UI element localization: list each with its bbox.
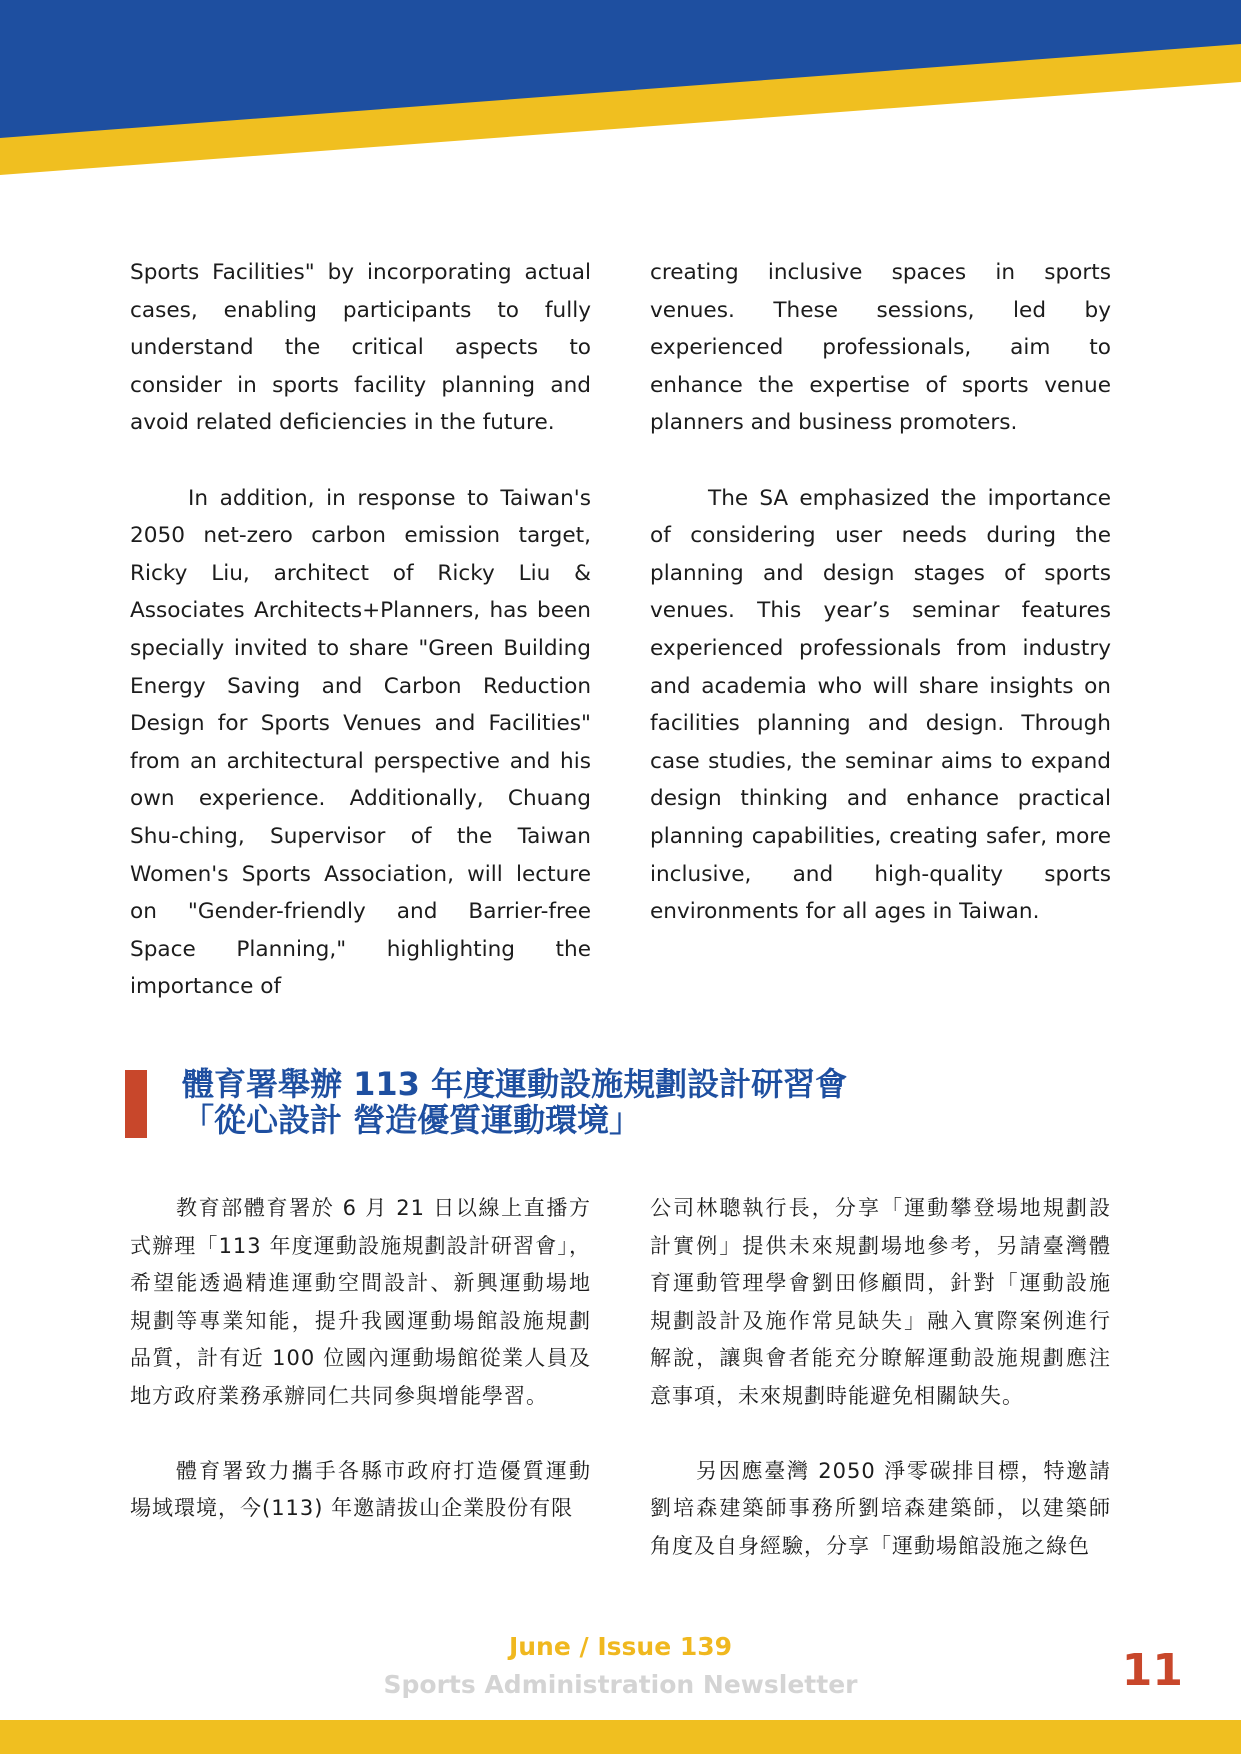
chinese-paragraph: 公司林聰執行長，分享「運動攀登場地規劃設計實例」提供未來規劃場地參考，另請臺灣體育運動管理學會劉田修顧問，針對「運動設施規劃設計及施作常見缺失」融入實際案例進行解說，讓與會者能充分瞭解運動設施規劃應注意事項，未來規劃時能避免相關缺失。 [650,1196,1111,1408]
header-banner [0,0,1241,180]
title-line-1: 體育署舉辦 113 年度運動設施規劃設計研習會 [182,1065,848,1103]
chinese-article-title [182,1066,1082,1138]
chinese-article-right-column [650,1190,1111,1565]
english-article-left-column [130,254,591,1006]
title-line-2: 「從心設計 營造優質運動環境」 [182,1101,642,1139]
english-paragraph: Sports Facilities" by incorporating actual cases, enabling participants to fully understand the critical aspects to consider in sports facility planning and avoid related deficiencies in the future. [130,260,591,436]
footer-band [0,1720,1241,1754]
chinese-article-left-column [130,1190,591,1528]
footer-newsletter-name: Sports Administration Newsletter [383,1670,858,1699]
footer-issue: June / Issue 139 [508,1632,733,1661]
english-paragraph: In addition, in response to Taiwan's 2050 net-zero carbon emission target, Ricky Liu, architect of Ricky Liu & Associates Architects+Planners, has been specially invited to share "Green Building Energy Saving and Carbon Reduction Design for Sports Venues and Facilities" from an architectural perspective and his own experience. Additionally, Chuang Shu-ching, Supervisor of the Taiwan Women's Sports Association, will lecture on "Gender-friendly and Barrier-free Space Planning," highlighting the importance of [130,485,591,1000]
heading-accent-bar [125,1070,147,1138]
chinese-paragraph: 教育部體育署於 6 月 21 日以線上直播方式辦理「113 年度運動設施規劃設計研習會」，希望能透過精進運動空間設計、新興運動場地規劃等專業知能，提升我國運動場館設施規劃品質，計有近 100 位國內運動場館從業人員及地方政府業務承辦同仁共同參與增能學習。 [130,1196,591,1408]
page-number: 11 [1121,1645,1183,1696]
english-article-right-column [650,254,1111,931]
chinese-paragraph: 另因應臺灣 2050 淨零碳排目標，特邀請劉培森建築師事務所劉培森建築師，以建築師角度及自身經驗，分享「運動場館設施之綠色 [650,1458,1111,1558]
chinese-paragraph: 體育署致力攜手各縣市政府打造優質運動場域環境，今(113) 年邀請拔山企業股份有限 [130,1458,591,1520]
english-paragraph: creating inclusive spaces in sports venues. These sessions, led by experienced professionals, aim to enhance the expertise of sports venue planners and business promoters. [650,260,1111,436]
english-paragraph: The SA emphasized the importance of considering user needs during the planning and design stages of sports venues. This year’s seminar features experienced professionals from industry and academia who will share insights on facilities planning and design. Through case studies, the seminar aims to expand design thinking and enhance practical planning capabilities, creating safer, more inclusive, and high-quality sports environments for all ages in Taiwan. [650,485,1111,925]
